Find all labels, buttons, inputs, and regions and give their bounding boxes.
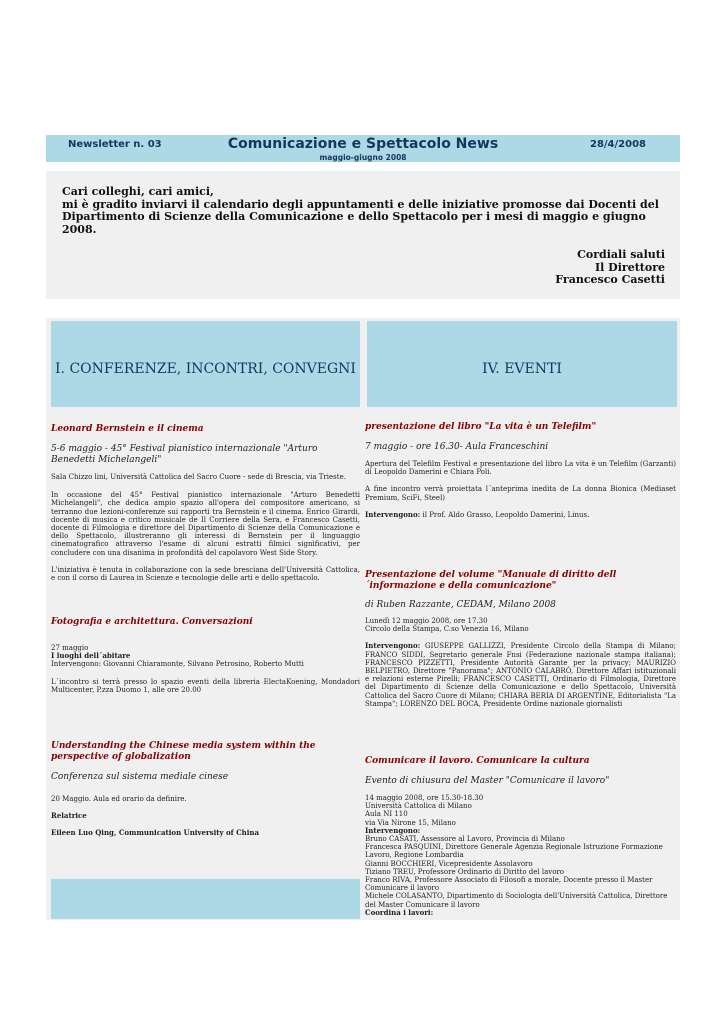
section-title-conferences: I. CONFERENZE, INCONTRI, CONVEGNI <box>55 361 356 377</box>
article-razzante-book <box>365 570 676 708</box>
article-subtitle: Evento di chiusura del Master "Comunicare il lavoro" <box>365 776 610 786</box>
newsletter-header <box>46 135 680 162</box>
article-paragraph: Sala Chizzo lini, Università Cattolica del Sacro Cuore - sede di Brescia, via Trieste. <box>51 473 346 481</box>
article-paragraph: L´incontro si terrà presso lo spazio eventi della libreria ElectaKoening, Mondadori Multicenter, P.zza Duomo 1, alle ore 20.00 <box>51 677 360 694</box>
section-header-events <box>367 321 677 407</box>
article-subtitle: di Ruben Razzante, CEDAM, Milano 2008 <box>365 600 556 610</box>
intro-text <box>62 186 662 236</box>
signature-role: Il Direttore <box>595 260 665 274</box>
article-line: 20 Maggio. Aula ed orario da definire. <box>51 795 187 803</box>
speakers-list: il Prof. Aldo Grasso, Leopoldo Damerini, Linus. <box>420 510 590 519</box>
article-line: Aula NI 110 <box>365 810 408 819</box>
section-header-conferences <box>51 321 360 407</box>
article-telefilm <box>365 422 676 519</box>
article-body <box>51 795 360 838</box>
article-line: Relatrice <box>51 811 87 821</box>
speakers-label: Intervengono: <box>365 509 421 519</box>
speakers-list: GIUSEPPE GALLIZZI, Presidente Circolo della Stampa di Milano; FRANCO SIDDI, Segretario generale Fnsi (Federazione nazionale stampa italiana); FRANCESCO PIZZETTI, Presidente Autorità Garante per la privacy; MAURIZIO BELPIETRO, Direttore "Panorama"; ANTONIO CALABRÒ, Direttore Affari istituzionali e relazioni esterne Pirelli; FRANCESCO CASETTI, Ordinario di Filmologia, Direttore del Dipartimento di Scienze della Comunicazione e dello Spettacolo, Università Cattolica del Sacro Cuore di Milano; CHIARA BERIA DI ARGENTINE, Editorialista "La Stampa"; LORENZO DEL BOCA, Presidente Ordine nazionale giornalisti <box>365 642 676 708</box>
intro-message: mi è gradito inviarvi il calendario degli appuntamenti e delle iniziative promosse dai Docenti del Dipartimento di Scienze della Comunicazione e dello Spettacolo per i mesi di maggio e giugno 2008. <box>62 197 659 236</box>
article-line: Francesca PASQUINI, Direttore Generale Agenzia Regionale Istruzione Formazione Lavoro, Regione Lombardia <box>365 843 663 860</box>
newsletter-date: 28/4/2008 <box>589 139 646 150</box>
article-line: Intervengono: <box>365 825 421 835</box>
article-title: presentazione del libro "La vita è un Telefilm" <box>365 422 597 432</box>
article-line: I luoghi dell´abitare <box>51 651 131 661</box>
article-line: Lunedì 12 maggio 2008, ore 17.30 <box>365 617 488 625</box>
article-title: Comunicare il lavoro. Comunicare la cultura <box>365 756 590 766</box>
article-body <box>365 617 676 708</box>
article-paragraph <box>365 642 676 708</box>
intro-greeting: Cari colleghi, cari amici, <box>62 185 214 198</box>
article-line: Intervengono: Giovanni Chiaramonte, Silvano Petrosino, Roberto Mutti <box>51 660 304 669</box>
article-subtitle: 5-6 maggio - 45° Festival pianistico internazionale "Arturo Benedetti Michelangeli" <box>51 444 318 465</box>
article-body <box>51 473 360 582</box>
article-line: Tiziano TREU, Professore Ordinario di Diritto del lavoro <box>365 867 565 876</box>
article-chinese-media <box>51 741 360 838</box>
article-line: via Via Nirone 15, Milano <box>365 818 456 827</box>
signature <box>555 249 665 287</box>
article-title: Understanding the Chinese media system within the perspective of globalization <box>51 741 316 762</box>
article-body <box>51 644 360 694</box>
article-line: Franco RIVA, Professore Associato di Filosofi a morale, Docente presso il Master Comunicare il lavoro <box>365 876 653 893</box>
speakers-label: Intervengono: <box>365 641 421 651</box>
article-line: Università Cattolica di Milano <box>365 802 472 811</box>
section-footer-box <box>51 879 360 919</box>
article-paragraph <box>365 511 676 519</box>
article-line: Coordina i lavori: <box>365 907 434 917</box>
newsletter-number: Newsletter n. 03 <box>68 139 162 150</box>
article-line: 27 maggio <box>51 644 89 652</box>
article-comunicare-lavoro <box>365 756 676 917</box>
section-title-events: IV. EVENTI <box>482 361 562 377</box>
article-subtitle: Conferenza sul sistema mediale cinese <box>51 772 229 782</box>
article-line: Eileen Luo Qing, Communication University of China <box>51 828 260 838</box>
article-paragraph: In occasione del 45° Festival pianistico internazionale "Arturo Benedetti Michelangeli", che dedica ampio spazio all'opera del compositore americano, si terranno due lezioni-conferenze sui rapporti tra Bernstein e il cinema. Enrico Girardi, docente di musica e critico musicale de Il Corriere della Sera, e Francesco Casetti, docente di Filmologia e direttore del Dipartimento di Scienze della Comunicazione e dello Spettacolo, illustreranno gli interessi di Bernstein per il linguaggio cinematografico attraverso l'esame di alcuni estratti filmici significativi, per concludere con una disanima in profondità del capolavoro West Side Story. <box>51 491 360 557</box>
article-line: Michele COLASANTO, Dipartimento di Sociologia dell'Università Cattolica, Direttore del Master Comunicare il lavoro <box>365 892 668 909</box>
article-title: Leonard Bernstein e il cinema <box>51 424 204 434</box>
article-body <box>365 460 676 519</box>
article-line: 14 maggio 2008, ore 15.30-18.30 <box>365 794 484 802</box>
article-line: Gianni BOCCHIERI, Vicepresidente Assolavoro <box>365 859 533 868</box>
article-paragraph: Apertura del Telefilm Festival e presentazione del libro La vita è un Telefilm (Garzanti) di Leopoldo Damerini e Chiara Poli. <box>365 460 676 477</box>
article-title: Fotografia e architettura. Conversazioni <box>51 617 253 627</box>
newsletter-title: Comunicazione e Spettacolo News <box>227 136 499 152</box>
article-paragraph: A fine incontro verrà proiettata l´anteprima inedita de La donna Bionica (Mediaset Premium, SciFi, Steel) <box>365 485 676 502</box>
article-line: Circolo della Stampa, C.so Venezia 16, Milano <box>365 625 529 634</box>
newsletter-period: maggio-giugno 2008 <box>319 153 407 162</box>
signature-salutation: Cordiali saluti <box>577 248 665 261</box>
article-line: Bruno CASATI, Assessore al Lavoro, Provincia di Milano <box>365 835 565 844</box>
article-photography <box>51 617 360 694</box>
signature-name: Francesco Casetti <box>555 273 665 287</box>
article-bernstein <box>51 424 360 582</box>
article-body <box>365 794 676 917</box>
article-subtitle: 7 maggio - ore 16.30- Aula Franceschini <box>365 442 549 452</box>
article-title: Presentazione del volume "Manuale di diritto dell´informazione e della comunicazione" <box>365 570 617 591</box>
intro-box <box>46 171 680 299</box>
article-paragraph: L'iniziativa è tenuta in collaborazione con la sede bresciana dell'Università Cattolica, e con il corso di Laurea in Scienze e tecnologie delle arti e dello spettacolo. <box>51 565 360 583</box>
